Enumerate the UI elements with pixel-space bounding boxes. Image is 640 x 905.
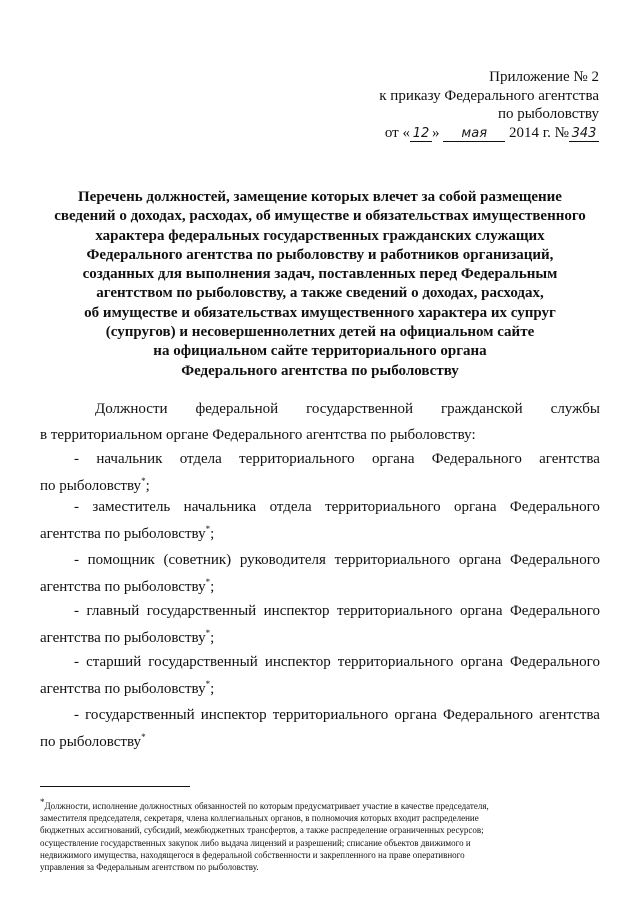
item-continuation-text: по рыболовству bbox=[40, 734, 142, 750]
item-continuation-text: агентства по рыболовству bbox=[40, 579, 206, 595]
item-continuation bbox=[40, 630, 600, 647]
title-line: на официальном сайте территориального органа bbox=[153, 343, 487, 360]
item-word: Федерального bbox=[509, 499, 600, 515]
intro-second-line: в территориальном органе Федерального агентства по рыболовству: bbox=[40, 427, 476, 443]
footnote-text: управления за Федеральным агентством по рыболовству. bbox=[40, 862, 259, 873]
item-word: - bbox=[74, 451, 79, 467]
item-word: начальник bbox=[96, 451, 163, 467]
appendix-number: Приложение № 2 bbox=[489, 69, 599, 85]
footnote-marker: * bbox=[205, 628, 211, 638]
item-word: органа bbox=[458, 552, 502, 568]
order-date-line bbox=[319, 124, 599, 143]
item-word: начальника bbox=[183, 499, 257, 515]
item-continuation bbox=[40, 526, 600, 543]
item-first-line bbox=[40, 552, 600, 569]
item-word: территориального bbox=[336, 603, 453, 619]
footnote-line bbox=[40, 812, 602, 824]
item-word: инспектор bbox=[263, 603, 330, 619]
footnote-separator bbox=[40, 786, 190, 787]
footnote-marker: * bbox=[141, 476, 146, 486]
title-line: характера федеральных государственных гражданских служащих bbox=[95, 227, 545, 244]
item-word: старший bbox=[86, 654, 142, 670]
date-month-field bbox=[443, 126, 505, 142]
intro-paragraph bbox=[40, 401, 600, 444]
item-word: государственный bbox=[85, 707, 195, 723]
item-first-line bbox=[40, 451, 600, 468]
item-end-punct: ; bbox=[210, 526, 215, 542]
item-continuation bbox=[40, 734, 600, 751]
item-continuation bbox=[40, 579, 600, 596]
order-number-handwritten: 343 bbox=[571, 125, 597, 141]
item-word: Федерального bbox=[509, 603, 600, 619]
item-first-line bbox=[40, 707, 600, 724]
position-item bbox=[40, 707, 600, 751]
item-word: - bbox=[74, 552, 79, 568]
appendix-header bbox=[319, 68, 599, 142]
date-year-label: 2014 г. № bbox=[508, 124, 569, 141]
item-first-line bbox=[40, 603, 600, 620]
position-item bbox=[40, 499, 600, 543]
item-word: государственный bbox=[146, 603, 257, 619]
item-word: Федерального bbox=[443, 707, 534, 723]
footnote-line bbox=[40, 861, 602, 873]
footnote-text: недвижимого имущества, находящегося в федеральной собственности и закрепленного на праве оперативного bbox=[40, 849, 465, 860]
item-word: инспектор bbox=[200, 707, 267, 723]
item-end-punct: ; bbox=[210, 681, 215, 697]
intro-word: федеральной bbox=[195, 401, 279, 417]
footnote-text: бюджетных ассигнований, субсидий, межбюджетных трансфертов, а также распределение ограниченных ресурсов; bbox=[40, 825, 484, 836]
item-word: главный bbox=[86, 603, 140, 619]
item-continuation-text: по рыболовству bbox=[40, 478, 142, 494]
item-continuation bbox=[40, 681, 600, 698]
intro-first-line bbox=[40, 401, 600, 418]
item-word: помощник bbox=[87, 552, 155, 568]
item-word: Федерального bbox=[431, 451, 522, 467]
footnote-line bbox=[40, 797, 602, 812]
footnote-marker: * bbox=[205, 577, 211, 587]
footnote-marker: * bbox=[205, 679, 211, 689]
item-word: территориального bbox=[272, 707, 389, 723]
intro-word: службы bbox=[550, 401, 600, 417]
item-word: территориального bbox=[337, 654, 454, 670]
item-end-punct: ; bbox=[210, 630, 215, 646]
title-line: сведений о доходах, расходах, об имуществе и обязательствах имущественного bbox=[54, 208, 586, 225]
item-first-line bbox=[40, 654, 600, 671]
item-word: руководителя bbox=[239, 552, 326, 568]
footnote-marker: * bbox=[141, 732, 146, 742]
item-end-punct: ; bbox=[210, 579, 215, 595]
item-word: органа bbox=[394, 707, 437, 723]
title-line: Федерального агентства по рыболовству и работников организаций, bbox=[86, 246, 554, 263]
title-line: (супругов) и несовершеннолетних детей на официальном сайте bbox=[105, 324, 535, 341]
position-item bbox=[40, 654, 600, 698]
item-word: инспектор bbox=[264, 654, 331, 670]
date-prefix: от « bbox=[384, 124, 410, 141]
footnote-text: Должности, исполнение должностных обязанностей по которым предусматривает участие в качестве председателя, bbox=[44, 801, 489, 811]
position-item bbox=[40, 603, 600, 647]
item-continuation-text: агентства по рыболовству bbox=[40, 630, 206, 646]
title-line: Перечень должностей, замещение которых влечет за собой размещение bbox=[78, 189, 562, 205]
title-line: созданных для выполнения задач, поставленных перед Федеральным bbox=[82, 266, 558, 283]
item-word: территориального bbox=[239, 451, 355, 467]
item-word: агентства bbox=[539, 451, 600, 467]
item-word: территориального bbox=[325, 499, 441, 515]
title-line: Федерального агентства по рыболовству bbox=[181, 362, 459, 379]
item-word: органа bbox=[371, 451, 415, 467]
order-number-field bbox=[569, 126, 599, 142]
item-continuation bbox=[40, 478, 600, 495]
item-word: - bbox=[74, 707, 79, 723]
item-word: органа bbox=[460, 654, 503, 670]
footnote-text: заместителя председателя, секретаря, члена коллегиальных органов, в полномочия которых входит распределение bbox=[40, 813, 479, 824]
item-word: - bbox=[74, 654, 79, 670]
item-word: Федерального bbox=[509, 654, 600, 670]
item-word: отдела bbox=[179, 451, 222, 467]
footnote-text: осуществление государственных закупок либо выдача лицензий и разрешений; списание объектов движимого и bbox=[40, 837, 471, 848]
intro-word: государственной bbox=[306, 401, 414, 417]
intro-word: гражданской bbox=[440, 401, 523, 417]
title-line: агентством по рыболовству, а также сведений о доходах, расходах, bbox=[96, 285, 544, 302]
document-title bbox=[40, 188, 600, 381]
item-word: территориального bbox=[334, 552, 451, 568]
date-day-field bbox=[410, 126, 432, 142]
item-word: государственный bbox=[148, 654, 258, 670]
item-word: агентства bbox=[539, 707, 600, 723]
item-word: органа bbox=[459, 603, 503, 619]
position-item bbox=[40, 552, 600, 596]
footnote-line bbox=[40, 824, 602, 836]
item-word: органа bbox=[454, 499, 497, 515]
item-continuation-text: агентства по рыболовству bbox=[40, 526, 206, 542]
date-day-handwritten: 12 bbox=[412, 125, 430, 141]
item-word: - bbox=[74, 499, 79, 515]
date-month-handwritten: мая bbox=[461, 125, 488, 141]
title-line: об имуществе и обязательствах имущественного характера их супруг bbox=[84, 304, 556, 321]
item-word: - bbox=[74, 603, 79, 619]
item-continuation-text: агентства по рыболовству bbox=[40, 681, 206, 697]
item-first-line bbox=[40, 499, 600, 516]
footnote-line bbox=[40, 849, 602, 861]
footnote-mark: * bbox=[40, 797, 45, 807]
footnote-line bbox=[40, 837, 602, 849]
item-word: (советник) bbox=[163, 552, 232, 568]
agency-name: по рыболовству bbox=[497, 106, 599, 122]
item-end-punct: ; bbox=[145, 478, 150, 494]
intro-word: Должности bbox=[95, 401, 168, 417]
item-word: заместитель bbox=[92, 499, 171, 515]
position-item bbox=[40, 451, 600, 495]
footnote bbox=[40, 797, 602, 873]
item-word: Федерального bbox=[509, 552, 600, 568]
item-word: отдела bbox=[269, 499, 312, 515]
footnote-marker: * bbox=[205, 524, 211, 534]
date-quote-close: » bbox=[431, 124, 440, 141]
order-reference: к приказу Федерального агентства bbox=[379, 87, 599, 104]
